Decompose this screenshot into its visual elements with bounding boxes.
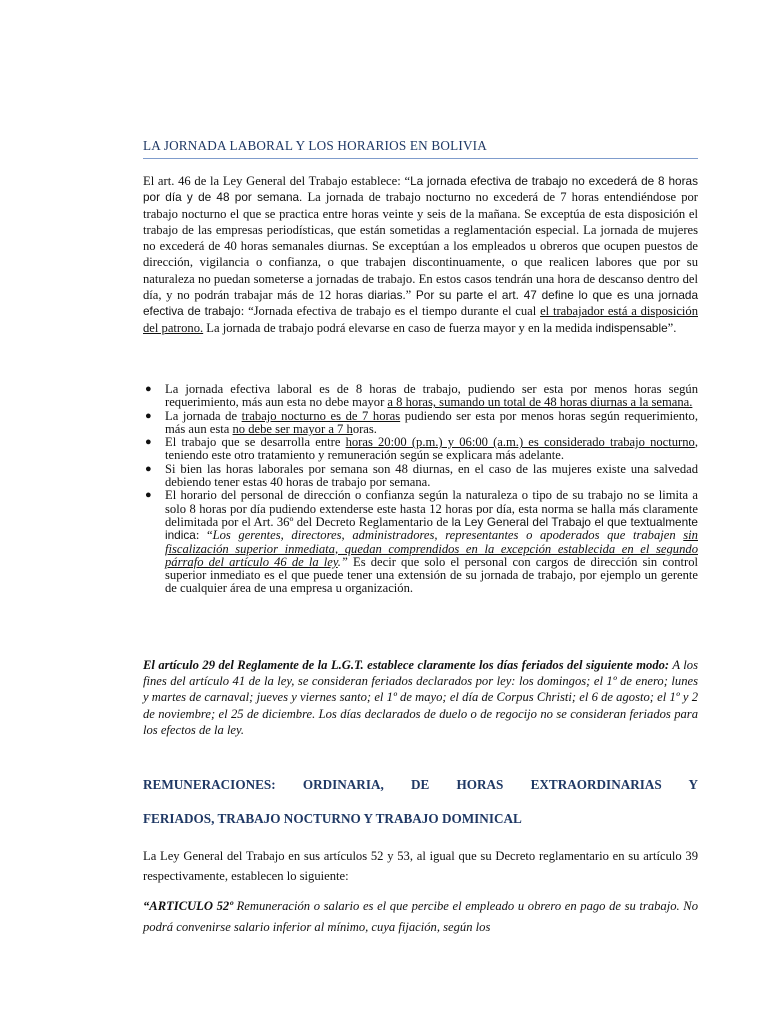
art52-label: “ARTICULO 52º — [143, 899, 233, 913]
list-item — [143, 383, 698, 410]
bullet-law-name: la Ley General del Trabajo el que textualmente indica — [165, 514, 698, 543]
page-title: LA JORNADA LABORAL Y LOS HORARIOS EN BOLIVIA — [143, 138, 698, 159]
bullet-list — [143, 383, 698, 596]
paragraph-ley: La Ley General del Trabajo en sus artículos 52 y 53, al igual que su Decreto reglamentario en su artículo 39 respectivamente, establecen lo siguiente: — [143, 849, 698, 883]
bullet-quote-open: : “ — [195, 528, 213, 543]
bullet-underlined: trabajo nocturno es de 7 horas — [241, 408, 401, 423]
art29-lead: El artículo 29 del Reglamente de la L.G.T. establece claramente los días feriados del siguiente modo: — [143, 658, 670, 672]
bullet-text: Si bien las horas laborales por semana son 48 diurnas, en el caso de las mujeres existe una salvedad debiendo tener estas 40 horas de trabajo por semana. — [165, 461, 698, 490]
bullet-icon: ● — [145, 436, 152, 449]
bullet-underlined: horas 20:00 (p.m.) y 06:00 (a.m.) es considerado trabajo nocturno — [345, 435, 695, 450]
art47-indispensable: indispensable — [595, 320, 668, 335]
bullet-icon: ● — [145, 462, 152, 475]
art46-diarias: diarias — [367, 288, 403, 303]
bullet-text-rest: Es decir que solo el personal con cargos de dirección sin control superior inmediato es el que puede tener una extensión de su jornada de trabajo, por ejemplo un gerente de cualquier área de una empresa u organización. — [165, 554, 698, 596]
art47-end: La jornada de trabajo podrá elevarse en caso de fuerza mayor y en la medida — [203, 320, 596, 335]
bullet-text: La jornada de — [165, 408, 242, 423]
art29-body: A los fines del artículo 41 de la ley, se consideran feriados declarados por ley: los domingos; el 1º de enero; lunes y martes de carnaval; jueves y viernes santo; el 1º de mayo; el día de Corpus Christi; el 6 de agosto; el 1º y 2 de noviembre; el 25 de diciembre. Los días declarados de duelo o de regocijo no se consideran feriados para los efectos de la ley. — [143, 658, 698, 737]
art52-body: Remuneración o salario es el que percibe el empleado u obrero en pago de su trabajo. No podrá convenirse salario inferior al mínimo, cuya fijación, según los — [143, 899, 698, 934]
bullet-text-2: , teniendo este otro tratamiento y remuneración según se explicara más adelante. — [165, 435, 698, 463]
section-heading-line-2: FERIADOS, TRABAJO NOCTURNO Y TRABAJO DOMINICAL — [143, 811, 522, 826]
art46-intro: El art. 46 de la Ley General del Trabajo establece: “ — [143, 174, 411, 188]
bullet-icon: ● — [145, 409, 152, 422]
bullet-icon: ● — [145, 383, 152, 395]
list-item — [143, 463, 698, 490]
section-heading-line-1: REMUNERACIONES: ORDINARIA, DE HORAS EXTRAORDINARIAS Y — [143, 777, 698, 792]
list-item — [143, 489, 698, 595]
art47-close: ”. — [667, 320, 677, 335]
bullet-quote-underlined: sin fiscalización superior inmediata, quedan comprendidos en la excepción establecida en el segundo párrafo del artículo 46 de la ley — [165, 528, 698, 569]
bullet-text: La jornada efectiva laboral es de 8 horas de trabajo, pudiendo ser esta por menos horas según requerimiento, más aun esta no debe mayor — [165, 382, 698, 410]
bullet-quote-close: .” — [337, 554, 348, 569]
art46-body: La jornada de trabajo nocturno no excederá de 7 horas entendiéndose por trabajo nocturno el que se practica entre horas veinte y seis de la mañana. Se exceptúa de esta disposición el trabajo de las empresas periodísticas, que están sometidas a reglamentación especial. La jornada de mujeres no excederá de 40 horas semanales diurnas. Se exceptúan a los empleados u obreros que ocupen puestos de dirección, vigilancia o confianza, o que trabajen discontinuamente, o que realicen labores que por su naturaleza no puedan someterse a jornadas de trabajo. En estos casos tendrán una hora de descanso dentro del día, y no podrán trabajar más de 12 horas — [143, 190, 698, 303]
list-item — [143, 436, 698, 463]
list-item — [143, 410, 698, 437]
art47-lead: .” — [402, 288, 416, 303]
bullet-underlined: a 8 horas, sumando un total de 48 horas diurnas a la semana. — [387, 395, 693, 410]
bullet-icon: ● — [145, 489, 152, 502]
bullet-text: El horario del personal de dirección o confianza según la naturaleza o tipo de su trabajo no se limita a solo 8 horas por día pudiendo extenderse este hasta 12 horas por día, esta norma se halla más claramente delimitada por el Art. 36º del Decreto Reglamentario de — [165, 488, 698, 529]
art47-quote-start: : “Jornada efectiva de trabajo es el tiempo durante el cual — [240, 304, 537, 319]
bullet-text-3: oras. — [352, 421, 377, 436]
paragraph-art52 — [143, 896, 698, 938]
paragraph-art46 — [143, 173, 698, 336]
bullet-text: El trabajo que se desarrolla entre — [165, 435, 346, 450]
art47-text: Por su parte el art. 47 define lo que es una jornada efectiva de trabajo — [143, 288, 698, 319]
bullet-text-2: pudiendo ser esta por menos horas según requerimiento, más aun esta — [165, 408, 698, 436]
art46-quote: La jornada efectiva de trabajo no excederá de 8 horas por día y de 48 por semana. — [143, 174, 698, 205]
art47-underlined: el trabajador está a disposición del patrono. — [143, 304, 698, 335]
paragraph-art29 — [143, 657, 698, 738]
bullet-quote: Los gerentes, directores, administradores, representantes o apoderados que trabajen — [212, 528, 684, 543]
bullet-underlined-2: no debe ser mayor a 7 h — [232, 421, 353, 436]
